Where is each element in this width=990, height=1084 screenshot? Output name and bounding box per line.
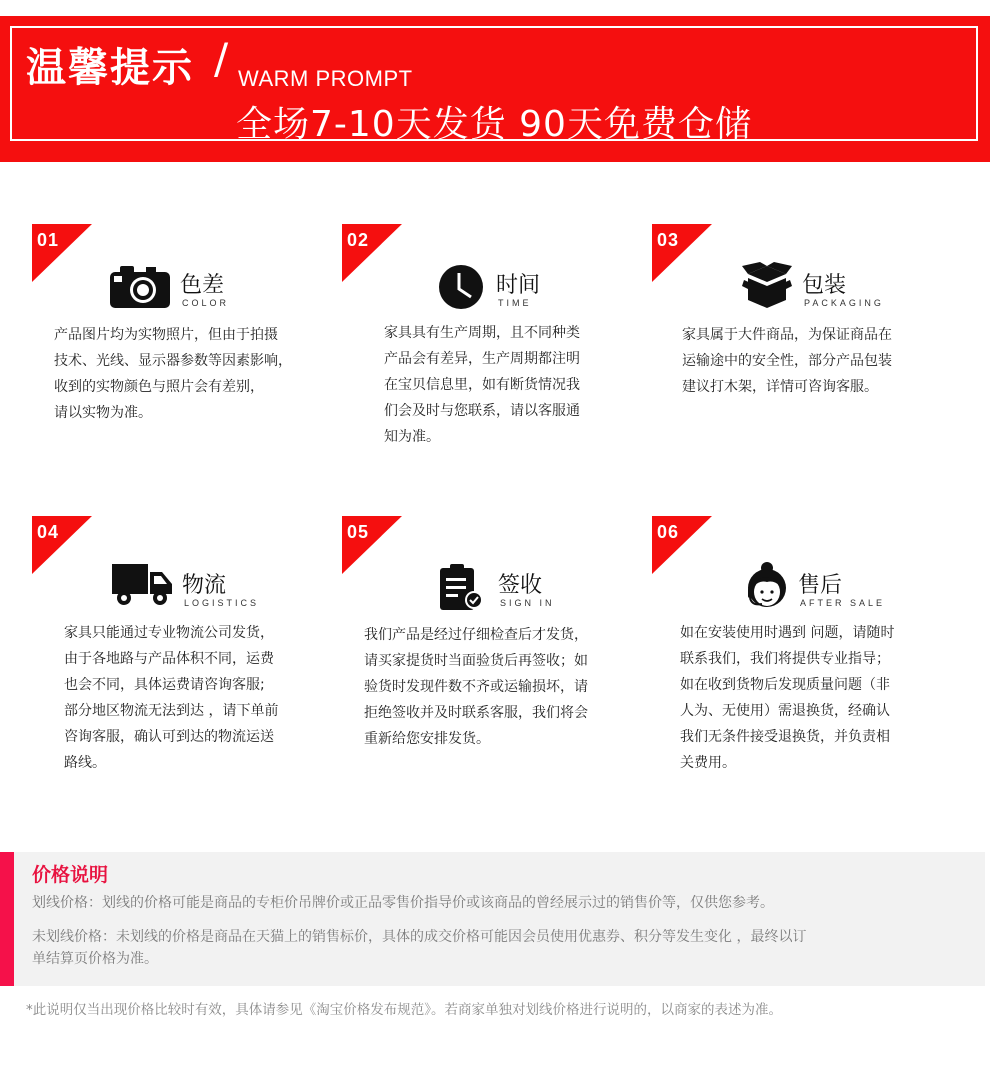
- price-accent-bar: [0, 852, 14, 986]
- card-description: 产品图片均为实物照片，但由于拍摄 技术、光线、显示器参数等因素影响， 收到的实物颜色与照片会有差别， 请以实物为准。: [54, 327, 292, 421]
- card-title-en: AFTER SALE: [800, 598, 886, 608]
- corner-badge: [32, 224, 92, 284]
- headset-agent-icon: [744, 562, 790, 606]
- card-logistics: [32, 516, 332, 776]
- price-title: 价格说明: [32, 864, 109, 886]
- truck-icon: [112, 562, 172, 606]
- card-title: 包装: [802, 273, 847, 298]
- card-title: 色差: [180, 273, 225, 298]
- card-number: 04: [37, 522, 60, 542]
- card-title: 时间: [496, 273, 541, 298]
- card-number: 02: [347, 230, 370, 250]
- banner-title-en: WARM PROMPT: [238, 66, 413, 91]
- card-number: 06: [657, 522, 680, 542]
- card-title-en: SIGN IN: [500, 598, 555, 608]
- card-description: 如在安装使用时遇到 问题，请随时 联系我们，我们将提供专业指导； 如在收到货物后发现质量问题（非 人为、无使用）需退换货，经确认 我们无条件接受退换货，并负责相 关费用。: [680, 625, 895, 771]
- card-number: 03: [657, 230, 680, 250]
- card-after-sale: [652, 516, 952, 776]
- banner-slash: /: [214, 34, 229, 83]
- corner-badge: [652, 224, 712, 284]
- card-description: 家具具有生产周期，且不同种类 产品会有差异，生产周期都注明 在宝贝信息里，如有断货情况我 们会及时与您联系，请以客服通 知为准。: [384, 325, 580, 445]
- clipboard-check-icon: [440, 564, 484, 608]
- card-title: 售后: [798, 573, 843, 598]
- price-explanation: [0, 852, 985, 986]
- card-title-en: TIME: [498, 298, 532, 308]
- card-description: 家具只能通过专业物流公司发货， 由于各地路与产品体积不同，运费 也会不同，具体运费请咨询客服; 部分地区物流无法到达 ，请下单前 咨询客服，确认可到达的物流运送 路线。: [64, 625, 279, 771]
- box-icon: [742, 262, 792, 306]
- card-packaging: [652, 224, 952, 484]
- card-number: 01: [37, 230, 60, 250]
- card-description: 家具属于大件商品，为保证商品在 运输途中的安全性，部分产品包装 建议打木架，详情可咨询客服。: [682, 327, 892, 395]
- card-number: 05: [347, 522, 370, 542]
- footnote: *此说明仅当出现价格比较时有效，具体请参见《淘宝价格发布规范》。若商家单独对划线价格进行说明的，以商家的表述为准。: [26, 1002, 782, 1018]
- camera-icon: [110, 264, 170, 308]
- corner-badge: [342, 516, 402, 576]
- card-time: [342, 224, 642, 484]
- unmarked-price-note: 未划线价格：未划线的价格是商品在天猫上的销售标价，具体的成交价格可能因会员使用优惠券、积分等发生变化 ，最终以订 单结算页价格为准。: [32, 929, 807, 967]
- corner-badge: [652, 516, 712, 576]
- card-title-en: COLOR: [182, 298, 230, 308]
- card-title: 物流: [182, 573, 227, 598]
- corner-badge: [342, 224, 402, 284]
- card-description: 我们产品是经过仔细检查后才发货， 请买家提货时当面验货后再签收；如 验货时发现件数不齐或运输损坏，请 拒绝签收并及时联系客服，我们将会 重新给您安排发货。: [364, 627, 588, 747]
- clock-icon: [438, 264, 484, 308]
- banner-title: 温馨提示: [26, 45, 194, 91]
- card-title-en: PACKAGING: [804, 298, 884, 308]
- corner-badge: [32, 516, 92, 576]
- card-color: [32, 224, 332, 484]
- warm-prompt-banner: [0, 16, 990, 162]
- card-sign-in: [342, 516, 642, 776]
- strikethrough-price-note: 划线价格：划线的价格可能是商品的专柜价吊牌价或正品零售价指导价或该商品的曾经展示过的销售价等，仅供您参考。: [32, 895, 774, 911]
- card-title: 签收: [498, 573, 543, 598]
- banner-subtitle: 全场7-10天发货 90天免费仓储: [236, 104, 752, 145]
- card-title-en: LOGISTICS: [184, 598, 260, 608]
